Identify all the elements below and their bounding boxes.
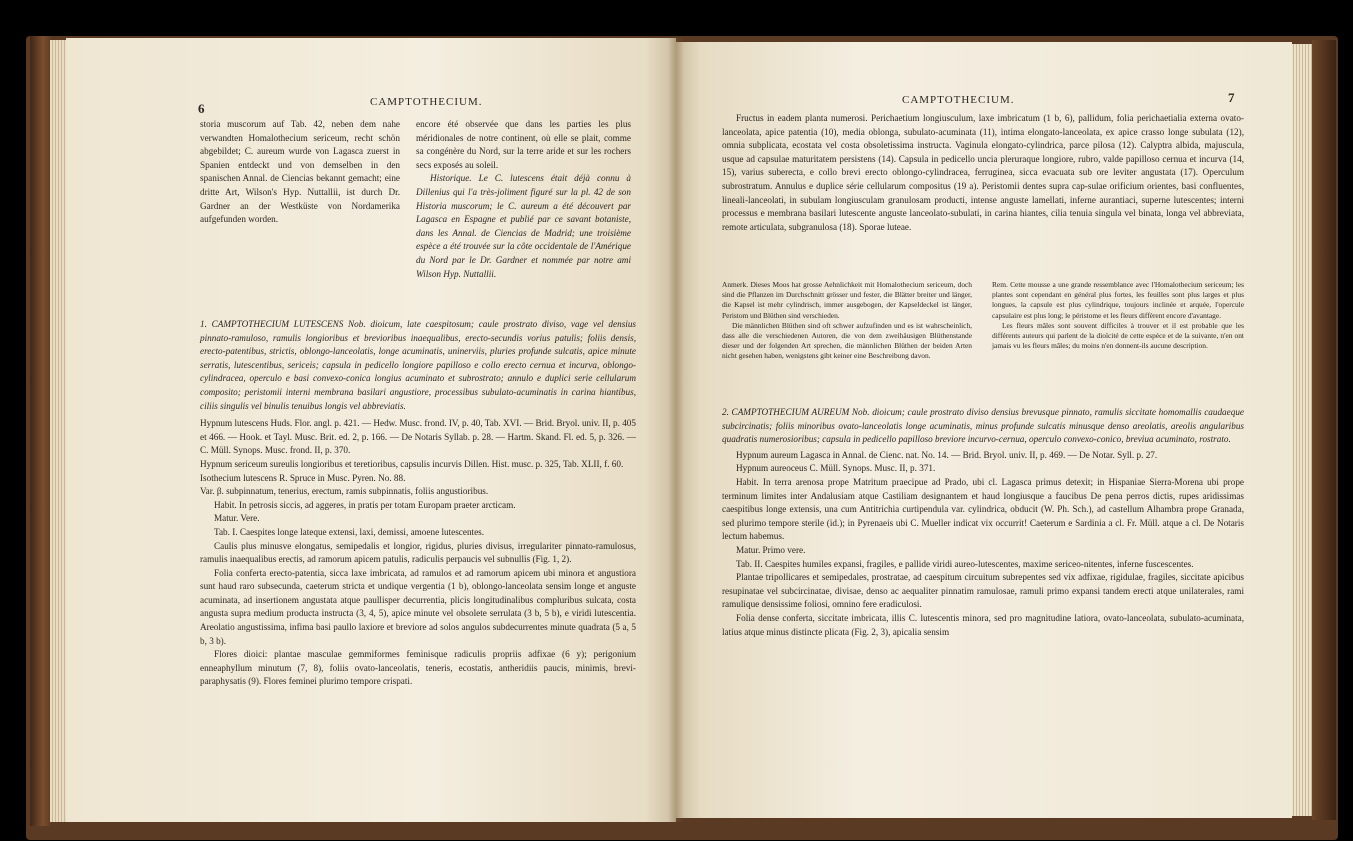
german-note bbox=[722, 280, 972, 362]
plate-description: Tab. I. Caespites longe lateque extensi, laxi, demissi, amoene lutescentes. bbox=[214, 526, 485, 537]
intro-german: storia muscorum auf Tab. 42, neben dem nahe verwandten Homalothecium sericeum, recht schön abgebildet; C. aureum wurde von Lagasca zuerst in Spanien entdeckt und von demselben in den spanischen Annal. de Ciencias bekannt gemacht; eine dritte Art, Wilson's Hyp. Nuttallii, ist durch Dr. Gardner an der Westküste von Nordamerika aufgefunden worden. bbox=[200, 119, 400, 225]
flores-description: Flores dioici: plantae masculae gemmiformes feminisque radiculis propriis adfixae (6 y); perigonium enneaphyllum minutum (7, 8), foliis ovato-lanceolatis, teneris, ecostatis, antheridiis paucis, minimis, brevi-paraphysatis (9). Flores feminei plurimo tempore crispati. bbox=[200, 649, 636, 687]
habitat: Habit. In petrosis siccis, ad aggeres, in pratis per totam Europam praeter arcticam. bbox=[214, 499, 516, 510]
fructus-section bbox=[722, 112, 1244, 234]
species-2-section bbox=[722, 406, 1244, 639]
synonym-2: Hypnum aureoceus C. Müll. Synops. Musc. II, p. 371. bbox=[736, 463, 936, 474]
synonym-3: Isothecium lutescens R. Spruce in Musc. Pyren. No. 88. bbox=[200, 472, 406, 483]
fructus-description: Fructus in eadem planta numerosi. Perichaetium longiusculum, laxe imbricatum (1 b, 6), pallidum, folia perichaetialia externa ovato-lanceolata, apice patentia (10), media oblonga, subulato-acuminata (11), intima elongato-lanceolata, ex apice crasso longe subulata (12), omnia subplicata, ecostata vel costa obsoletissima instructa. Vaginula elongato-cylindrica, parce pilosa (12). Calyptra albida, majuscula, usque ad capsulae maturitatem persistens (14). Capsula in pedicello uncia pleruraque longiore, rubro, valde papilloso cernua et incurva (14, 15), varius suberecta, e collo brevi erecto oblongo-cylindracea, ferruginea, sicca evacuata sub ore leviter angustata (17). Operculum subrostratum. Annulus e duplice série cellularum compositus (19 a). Peristomii dentes supra cap-sulae orificium orientes, basi confluentes, lineali-lanceolati, in subulam longiusculam granulosam producti, intense anguste lamellati, inferne aurantiaci, superne lutescentes; interni processus e membrana basilari lutescente anguste lanceolato-subulati, in carina hiantes, cilia tenuia singula vel binata, longa vel abbreviata, remote articulata, subgranulosa (18). Sporae luteae. bbox=[722, 113, 1244, 232]
synonym-1: Hypnum lutescens Huds. Flor. angl. p. 421. — Hedw. Musc. frond. IV, p. 40, Tab. XVI. — Brid. Bryol. univ. II, p. 405 et 466. — Hook. et Tayl. Musc. Brit. ed. 2, p. 166. — De Notaris Syllab. p. 28. — Hartm. Skand. Fl. ed. 5, p. 326. — C. Müll. Synops. Musc. frond. II, p. 370. bbox=[200, 418, 636, 456]
right-page-edges bbox=[1290, 44, 1312, 816]
synonym-2: Hypnum sericeum sureulis longioribus et teretioribus, capsulis incurvis Dillen. Hist. musc. p. 325, Tab. XLII, f. 60. bbox=[200, 458, 624, 469]
left-board bbox=[30, 36, 52, 826]
species-2-diagnosis: 2. CAMPTOTHECIUM AUREUM Nob. dioicum; caule prostrato diviso densius brevusque pinnato, ramulis siccitate homomallis caudaeque subcircinatis; foliis minoribus ovato-lanceolatis longe acuminatis, minus profunde sulcatis minusque denso areolatis, areolis angularibus quadratis numerosioribus; capsula in pedicello papilloso breviore incurvo-cernua, operculo convexo-conico, breviua acuminato, rostrato. bbox=[722, 407, 1244, 445]
right-board bbox=[1312, 40, 1336, 820]
caulis-description: Caulis plus minusve elongatus, semipedalis et longior, rigidus, pluries divisus, irregulariter pinnato-ramulosus, ramulis inaequalibus erectis, ad ramorum apicem patulis, radiculis perpaucis vel subnullis (Fig. 1, 2). bbox=[200, 540, 636, 565]
remarque: Rem. Cette mousse a une grande ressemblance avec l'Homalothecium sericeum; les plantes sont cependant en général plus fortes, les feuilles sont plus larges et plus longues, la capsule est plus cylindrique, toujours inclinée et arquée, l'opercule capsulaire est plus long; le péristome et les fleurs diffèrent encore d'avantage. bbox=[992, 280, 1244, 320]
french-note bbox=[992, 280, 1244, 351]
right-page bbox=[676, 42, 1292, 818]
species-1-diagnosis: 1. CAMPTOTHECIUM LUTESCENS Nob. dioicum, late caespitosum; caule prostrato diviso, vage vel densius pinnato-ramuloso, ramulis longioribus et brevioribus inaequalibus, erecto-secundis vorius patulis; foliis densis, erecto-patentibus, strictis, oblongo-lanceolatis, longe acuminatis, uninerviis, pluries profunde sulcatis, apice minute serratis, lutescentibus, sericeis; capsula in pedicello longiore papilloso e collo erecto cernua et incurva, oblongo-cylindracea, operculo e basi convexo-conica longius acuminato et subrostrato; annulo e duplici serie cellularum composito; peristomii interni membrana basilari angustiore, processibus subulato-acuminatis in carina hiantibus, ciliis singulis vel binulis tenuibus longis vel abbreviatis. bbox=[200, 319, 636, 411]
anmerkung-2: Die männlichen Blüthen sind oft schwer aufzufinden und es ist wahrscheinlich, dass alle die verschiedenen Autoren, die von dem zweihäusigen Blüthenstande dieser und der folgenden Art sprechen, die männlichen Blüthen der beiden Arten nicht gesehen haben, wenigstens gibt keiner eine Beschreibung davon. bbox=[722, 320, 972, 361]
intro-french bbox=[416, 118, 631, 281]
folia-description: Folia conferta erecto-patentia, sicca laxe imbricata, ad ramulos et ad ramorum apicem ubi minora et angustiora sunt haud raro subsecunda, caeterum stricta et undique vergentia (1 b), oblongo-lanceolata sensim longe et anguste acuminata, ad insertionem angustata atque paullisper decurrentia, plicis longitudinalibus compluribus sulcata, costa angusta supra medium producta instructa (3, 4, 5), apice minute vel obsolete serrulata (3 b, 5 b), e viridi lutescentia. Areolatio angustissima, infima basi paullo laxiore et breviore ad solos angulos subdecurrentes minute quadrata (5 a, 5 b, 3 b). bbox=[200, 567, 636, 646]
page-number: 7 bbox=[1228, 90, 1235, 105]
variety: Var. β. subpinnatum, tenerius, erectum, ramis subpinnatis, foliis angustioribus. bbox=[200, 486, 489, 497]
plate-description: Tab. II. Caespites humiles expansi, fragiles, e pallide viridi aureo-lutescentes, maxime sericeo-nitentes, inferne fuscescentes. bbox=[736, 558, 1194, 569]
intro-french-text: encore été observée que dans les parties les plus méridionales de notre continent, où elle se plait, comme sa congénère du Nord, sur la terre aride et sur les rochers secs exposés au soleil. bbox=[416, 119, 631, 170]
historique: Historique. Le C. lutescens était déjà connu à Dillenius qui l'a très-joliment figuré sur la pl. 42 de son Historia muscorum; le C. aureum a été découvert par Lagasca en Espagne et publié par ce savant botaniste, dans les Annal. de Ciencias de Madrid; une troisième espèce a été trouvée sur la côte occidentale de l'Amérique du Nord par le Dr. Gardner et nommée par notre ami Wilson Hyp. Nuttallii. bbox=[416, 173, 631, 279]
page-number: 6 bbox=[198, 101, 205, 116]
book-gutter bbox=[668, 38, 684, 822]
remarque-2: Les fleurs mâles sont souvent difficiles à trouver et il est probable que les différents auteurs qui parlent de la dioïcité de cette espèce et de la suivante, n'en ont jamais vu les fleurs mâles; du moins n'en donnent-ils aucune description. bbox=[992, 320, 1244, 351]
running-header: CAMPTOTHECIUM. bbox=[370, 96, 483, 108]
maturity: Matur. Vere. bbox=[214, 513, 260, 524]
anmerkung: Anmerk. Dieses Moos hat grosse Aehnlichkeit mit Homalothecium sericeum, doch sind die Pflanzen im Durchschnitt grösser und fester, die Blätter breiter und länger, die Kapsel ist mehr cylindrisch, immer ausgebogen, der Kapseldeckel ist länger, Peristom und Blüthen sind verschieden. bbox=[722, 280, 972, 320]
running-header: CAMPTOTHECIUM. bbox=[902, 94, 1015, 106]
species-1-section bbox=[200, 318, 636, 689]
synonym-1: Hypnum aureum Lagasca in Annal. de Cienc. nat. No. 14. — Brid. Bryol. univ. II, p. 469. — De Notar. Syll. p. 27. bbox=[736, 449, 1158, 460]
folia-description: Folia dense conferta, siccitate imbricata, illis C. lutescentis minora, sed pro magnitudine latiora, ovato-lanceolata, subulato-acuminata, latius atque minus distincte plicata (Fig. 2, 3), apicalia sensim bbox=[722, 612, 1244, 637]
left-page bbox=[66, 38, 676, 822]
maturity: Matur. Primo vere. bbox=[736, 544, 806, 555]
habitat: Habit. In terra arenosa prope Matritum praecipue ad Prado, ubi cl. Lagasca primus detexit; in Hispaniae Sierra-Morena ubi prope terminum limites inter Andalusiam atque Castiliam designantem et haud longiusque a faucibus De pena perros dictis, rupes aridissimas caespitibus longe extensis, una cum Antitrichia curtipendula var. cylindrica, obducit (W. Ph. Sch.), ad castellum Alhambra prope Granada, sed plurimo tempore sterile (id.); in Pyrenaeis ubi C. Mueller indicat vix occurrit! Caeterum e Sardinia a cl. Fr. Müll. atque a cl. De Notaris lectum habemus. bbox=[722, 476, 1244, 542]
plantae-description: Plantae tripollicares et semipedales, prostratae, ad caespitum circuitum subrepentes sed vix adfixae, rigidulae, fragiles, siccitate apicibus resupinatae vel subcircinatae, divisae, denso ac aequaliter pinnatim ramulosae, ramuli primo expansi tandem erecti atque unilaterales, rami ramulique densissime foliosi, omnino fere eradiculosi. bbox=[722, 572, 1244, 610]
